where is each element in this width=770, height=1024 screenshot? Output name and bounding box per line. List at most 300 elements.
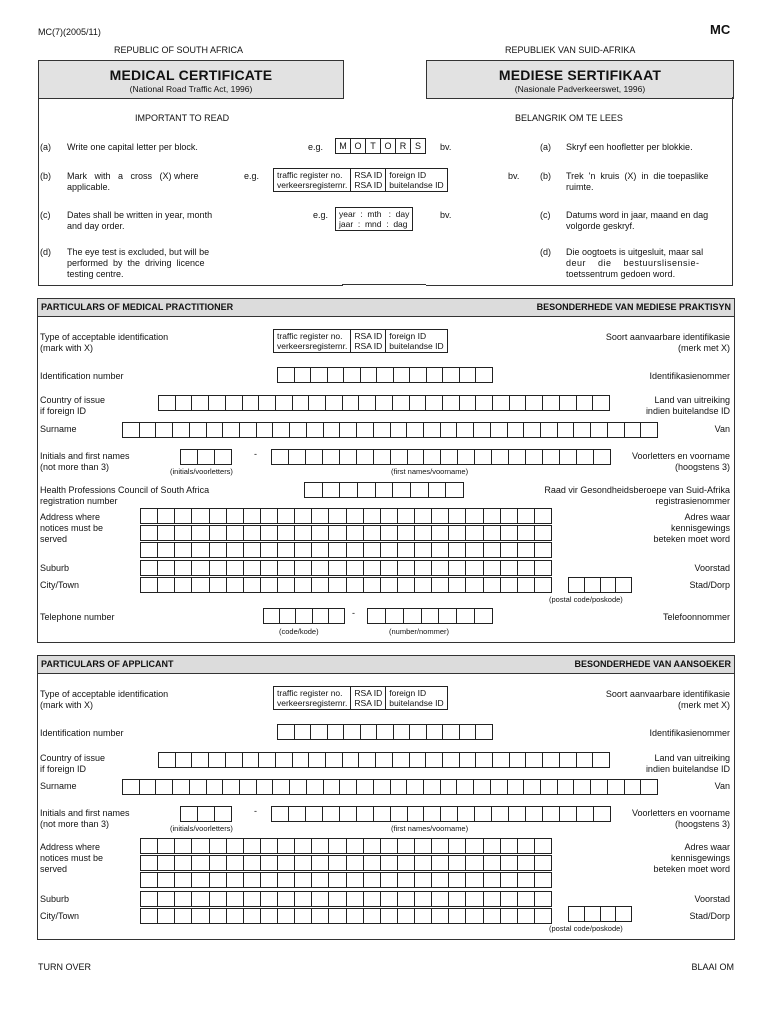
character-cell[interactable] — [518, 561, 535, 575]
character-cell[interactable] — [159, 753, 176, 767]
character-cell[interactable] — [398, 839, 415, 853]
character-cell[interactable] — [175, 526, 192, 540]
character-cell[interactable] — [484, 578, 501, 592]
character-cell[interactable] — [326, 396, 343, 410]
character-cell[interactable] — [381, 509, 398, 523]
character-cell[interactable] — [476, 368, 493, 382]
character-cell[interactable] — [476, 753, 493, 767]
character-cell[interactable] — [278, 909, 295, 923]
character-cell[interactable] — [410, 396, 427, 410]
character-cell[interactable] — [305, 483, 323, 497]
character-cell[interactable] — [394, 368, 411, 382]
character-cell[interactable] — [295, 909, 312, 923]
character-cell[interactable] — [524, 780, 541, 794]
character-cell[interactable] — [158, 509, 175, 523]
character-cell[interactable] — [347, 873, 364, 887]
character-cell[interactable] — [381, 892, 398, 906]
character-cell[interactable] — [415, 839, 432, 853]
character-cell[interactable] — [272, 807, 289, 821]
character-cell[interactable] — [192, 561, 209, 575]
character-cell[interactable] — [641, 423, 658, 437]
character-cell[interactable] — [215, 450, 232, 464]
character-cell[interactable] — [558, 780, 575, 794]
character-cell[interactable] — [441, 423, 458, 437]
character-cell[interactable] — [475, 807, 492, 821]
character-cell[interactable] — [329, 892, 346, 906]
character-cell[interactable] — [326, 753, 343, 767]
character-cell[interactable] — [432, 543, 449, 557]
character-cell[interactable] — [558, 423, 575, 437]
character-cell[interactable] — [424, 450, 441, 464]
character-cell[interactable] — [535, 578, 552, 592]
character-cell[interactable] — [601, 578, 617, 592]
character-cell[interactable] — [278, 873, 295, 887]
character-cell[interactable] — [493, 396, 510, 410]
character-cell[interactable] — [591, 423, 608, 437]
character-cell[interactable] — [474, 423, 491, 437]
character-cell[interactable] — [209, 753, 226, 767]
character-cell[interactable] — [158, 526, 175, 540]
character-cell[interactable] — [328, 725, 345, 739]
app-postal-input[interactable] — [568, 906, 632, 922]
character-cell[interactable] — [141, 561, 158, 575]
character-cell[interactable] — [510, 753, 527, 767]
app-id-traffic-option[interactable] — [274, 687, 351, 709]
character-cell[interactable] — [227, 509, 244, 523]
character-cell[interactable] — [141, 578, 158, 592]
character-cell[interactable] — [543, 753, 560, 767]
character-cell[interactable] — [312, 909, 329, 923]
character-cell[interactable] — [560, 753, 577, 767]
character-cell[interactable] — [192, 909, 209, 923]
character-cell[interactable] — [329, 856, 346, 870]
character-cell[interactable] — [192, 396, 209, 410]
character-cell[interactable] — [616, 578, 632, 592]
character-cell[interactable] — [374, 423, 391, 437]
character-cell[interactable] — [227, 543, 244, 557]
character-cell[interactable] — [190, 423, 207, 437]
character-cell[interactable] — [364, 578, 381, 592]
character-cell[interactable] — [574, 780, 591, 794]
character-cell[interactable] — [466, 561, 483, 575]
character-cell[interactable] — [227, 909, 244, 923]
character-cell[interactable] — [340, 780, 357, 794]
character-cell[interactable] — [313, 609, 329, 623]
character-cell[interactable] — [381, 561, 398, 575]
character-cell[interactable] — [427, 368, 444, 382]
app-firstnames-input[interactable] — [271, 806, 611, 822]
character-cell[interactable] — [347, 526, 364, 540]
character-cell[interactable] — [210, 909, 227, 923]
character-cell[interactable] — [543, 807, 560, 821]
prac-initials-input[interactable] — [180, 449, 232, 465]
character-cell[interactable] — [460, 396, 477, 410]
character-cell[interactable] — [501, 873, 518, 887]
character-cell[interactable] — [141, 909, 158, 923]
character-cell[interactable] — [347, 839, 364, 853]
character-cell[interactable] — [347, 543, 364, 557]
character-cell[interactable] — [290, 780, 307, 794]
character-cell[interactable] — [466, 509, 483, 523]
character-cell[interactable] — [272, 450, 289, 464]
character-cell[interactable] — [328, 368, 345, 382]
character-cell[interactable] — [526, 450, 543, 464]
character-cell[interactable] — [535, 909, 552, 923]
character-cell[interactable] — [244, 509, 261, 523]
prac-suburb-input[interactable] — [140, 560, 552, 576]
character-cell[interactable] — [259, 396, 276, 410]
character-cell[interactable] — [535, 839, 552, 853]
character-cell[interactable] — [364, 509, 381, 523]
character-cell[interactable] — [424, 423, 441, 437]
character-cell[interactable] — [569, 578, 585, 592]
character-cell[interactable] — [364, 543, 381, 557]
character-cell[interactable] — [278, 543, 295, 557]
character-cell[interactable] — [278, 509, 295, 523]
character-cell[interactable] — [175, 543, 192, 557]
character-cell[interactable] — [244, 526, 261, 540]
character-cell[interactable] — [457, 780, 474, 794]
character-cell[interactable] — [475, 450, 492, 464]
character-cell[interactable] — [175, 856, 192, 870]
character-cell[interactable] — [616, 907, 632, 921]
character-cell[interactable] — [261, 526, 278, 540]
character-cell[interactable] — [426, 396, 443, 410]
character-cell[interactable] — [443, 368, 460, 382]
character-cell[interactable] — [484, 526, 501, 540]
character-cell[interactable] — [264, 609, 280, 623]
character-cell[interactable] — [192, 753, 209, 767]
character-cell[interactable] — [278, 892, 295, 906]
prac-address-line-3[interactable] — [140, 542, 552, 558]
character-cell[interactable] — [593, 753, 610, 767]
app-address-line-2[interactable] — [140, 855, 552, 871]
character-cell[interactable] — [192, 839, 209, 853]
character-cell[interactable] — [329, 509, 346, 523]
character-cell[interactable] — [535, 543, 552, 557]
character-cell[interactable] — [424, 807, 441, 821]
character-cell[interactable] — [364, 873, 381, 887]
character-cell[interactable] — [466, 873, 483, 887]
character-cell[interactable] — [181, 807, 198, 821]
character-cell[interactable] — [476, 396, 493, 410]
character-cell[interactable] — [192, 873, 209, 887]
character-cell[interactable] — [141, 509, 158, 523]
character-cell[interactable] — [501, 892, 518, 906]
character-cell[interactable] — [278, 578, 295, 592]
character-cell[interactable] — [484, 873, 501, 887]
character-cell[interactable] — [278, 856, 295, 870]
character-cell[interactable] — [312, 543, 329, 557]
character-cell[interactable] — [449, 856, 466, 870]
character-cell[interactable] — [175, 873, 192, 887]
character-cell[interactable] — [476, 725, 493, 739]
prac-id-rsa-option[interactable] — [351, 330, 386, 352]
character-cell[interactable] — [175, 909, 192, 923]
character-cell[interactable] — [475, 609, 493, 623]
character-cell[interactable] — [198, 807, 215, 821]
character-cell[interactable] — [457, 423, 474, 437]
character-cell[interactable] — [181, 450, 198, 464]
character-cell[interactable] — [404, 609, 422, 623]
character-cell[interactable] — [415, 873, 432, 887]
character-cell[interactable] — [449, 873, 466, 887]
character-cell[interactable] — [312, 526, 329, 540]
character-cell[interactable] — [343, 753, 360, 767]
character-cell[interactable] — [257, 780, 274, 794]
character-cell[interactable] — [466, 578, 483, 592]
character-cell[interactable] — [466, 909, 483, 923]
character-cell[interactable] — [491, 423, 508, 437]
character-cell[interactable] — [398, 873, 415, 887]
character-cell[interactable] — [393, 753, 410, 767]
character-cell[interactable] — [608, 423, 625, 437]
character-cell[interactable] — [484, 543, 501, 557]
character-cell[interactable] — [484, 856, 501, 870]
character-cell[interactable] — [460, 753, 477, 767]
character-cell[interactable] — [374, 450, 391, 464]
character-cell[interactable] — [361, 368, 378, 382]
character-cell[interactable] — [340, 423, 357, 437]
character-cell[interactable] — [377, 725, 394, 739]
character-cell[interactable] — [484, 509, 501, 523]
character-cell[interactable] — [223, 423, 240, 437]
character-cell[interactable] — [501, 856, 518, 870]
character-cell[interactable] — [329, 873, 346, 887]
character-cell[interactable] — [261, 892, 278, 906]
character-cell[interactable] — [293, 753, 310, 767]
character-cell[interactable] — [594, 450, 611, 464]
character-cell[interactable] — [508, 780, 525, 794]
character-cell[interactable] — [524, 423, 541, 437]
prac-tel-code-input[interactable] — [263, 608, 345, 624]
character-cell[interactable] — [501, 909, 518, 923]
character-cell[interactable] — [441, 450, 458, 464]
character-cell[interactable] — [176, 396, 193, 410]
character-cell[interactable] — [509, 807, 526, 821]
character-cell[interactable] — [295, 526, 312, 540]
character-cell[interactable] — [577, 396, 594, 410]
character-cell[interactable] — [593, 396, 610, 410]
character-cell[interactable] — [410, 368, 427, 382]
character-cell[interactable] — [535, 856, 552, 870]
character-cell[interactable] — [323, 483, 341, 497]
character-cell[interactable] — [535, 873, 552, 887]
prac-id-type-selector[interactable] — [273, 329, 448, 353]
character-cell[interactable] — [141, 892, 158, 906]
character-cell[interactable] — [347, 909, 364, 923]
character-cell[interactable] — [329, 909, 346, 923]
character-cell[interactable] — [577, 807, 594, 821]
character-cell[interactable] — [398, 909, 415, 923]
character-cell[interactable] — [541, 423, 558, 437]
character-cell[interactable] — [175, 561, 192, 575]
character-cell[interactable] — [312, 873, 329, 887]
character-cell[interactable] — [410, 725, 427, 739]
character-cell[interactable] — [141, 856, 158, 870]
character-cell[interactable] — [309, 753, 326, 767]
character-cell[interactable] — [474, 780, 491, 794]
character-cell[interactable] — [641, 780, 658, 794]
character-cell[interactable] — [432, 909, 449, 923]
character-cell[interactable] — [123, 423, 140, 437]
character-cell[interactable] — [432, 856, 449, 870]
character-cell[interactable] — [210, 839, 227, 853]
character-cell[interactable] — [324, 780, 341, 794]
character-cell[interactable] — [312, 856, 329, 870]
character-cell[interactable] — [357, 423, 374, 437]
character-cell[interactable] — [244, 839, 261, 853]
character-cell[interactable] — [257, 423, 274, 437]
character-cell[interactable] — [415, 526, 432, 540]
character-cell[interactable] — [466, 526, 483, 540]
character-cell[interactable] — [381, 873, 398, 887]
character-cell[interactable] — [364, 856, 381, 870]
character-cell[interactable] — [227, 578, 244, 592]
character-cell[interactable] — [340, 450, 357, 464]
character-cell[interactable] — [192, 509, 209, 523]
character-cell[interactable] — [415, 543, 432, 557]
character-cell[interactable] — [381, 856, 398, 870]
character-cell[interactable] — [518, 509, 535, 523]
character-cell[interactable] — [501, 509, 518, 523]
character-cell[interactable] — [393, 396, 410, 410]
character-cell[interactable] — [343, 396, 360, 410]
character-cell[interactable] — [329, 839, 346, 853]
character-cell[interactable] — [374, 780, 391, 794]
character-cell[interactable] — [364, 561, 381, 575]
character-cell[interactable] — [484, 561, 501, 575]
character-cell[interactable] — [295, 368, 312, 382]
character-cell[interactable] — [261, 873, 278, 887]
prac-id-foreign-option[interactable] — [386, 330, 446, 352]
character-cell[interactable] — [493, 753, 510, 767]
character-cell[interactable] — [141, 839, 158, 853]
character-cell[interactable] — [398, 543, 415, 557]
character-cell[interactable] — [295, 578, 312, 592]
character-cell[interactable] — [173, 780, 190, 794]
character-cell[interactable] — [526, 753, 543, 767]
character-cell[interactable] — [244, 892, 261, 906]
character-cell[interactable] — [223, 780, 240, 794]
character-cell[interactable] — [526, 807, 543, 821]
character-cell[interactable] — [192, 526, 209, 540]
character-cell[interactable] — [543, 396, 560, 410]
character-cell[interactable] — [508, 423, 525, 437]
character-cell[interactable] — [141, 543, 158, 557]
character-cell[interactable] — [261, 543, 278, 557]
character-cell[interactable] — [391, 423, 408, 437]
character-cell[interactable] — [364, 909, 381, 923]
app-id-type-selector[interactable] — [273, 686, 448, 710]
character-cell[interactable] — [608, 780, 625, 794]
character-cell[interactable] — [357, 780, 374, 794]
character-cell[interactable] — [329, 526, 346, 540]
character-cell[interactable] — [210, 526, 227, 540]
character-cell[interactable] — [501, 839, 518, 853]
character-cell[interactable] — [323, 807, 340, 821]
character-cell[interactable] — [340, 807, 357, 821]
character-cell[interactable] — [408, 450, 425, 464]
character-cell[interactable] — [501, 543, 518, 557]
character-cell[interactable] — [377, 368, 394, 382]
character-cell[interactable] — [394, 725, 411, 739]
app-id-rsa-option[interactable] — [351, 687, 386, 709]
prac-tel-number-input[interactable] — [367, 608, 493, 624]
character-cell[interactable] — [432, 509, 449, 523]
character-cell[interactable] — [158, 839, 175, 853]
character-cell[interactable] — [415, 892, 432, 906]
character-cell[interactable] — [347, 509, 364, 523]
character-cell[interactable] — [295, 725, 312, 739]
character-cell[interactable] — [227, 892, 244, 906]
character-cell[interactable] — [410, 753, 427, 767]
character-cell[interactable] — [458, 450, 475, 464]
character-cell[interactable] — [210, 856, 227, 870]
character-cell[interactable] — [359, 396, 376, 410]
character-cell[interactable] — [175, 578, 192, 592]
character-cell[interactable] — [381, 909, 398, 923]
character-cell[interactable] — [398, 892, 415, 906]
character-cell[interactable] — [312, 892, 329, 906]
character-cell[interactable] — [244, 578, 261, 592]
character-cell[interactable] — [585, 578, 601, 592]
character-cell[interactable] — [312, 839, 329, 853]
character-cell[interactable] — [259, 753, 276, 767]
character-cell[interactable] — [175, 509, 192, 523]
character-cell[interactable] — [227, 526, 244, 540]
character-cell[interactable] — [158, 892, 175, 906]
character-cell[interactable] — [386, 609, 404, 623]
character-cell[interactable] — [518, 578, 535, 592]
character-cell[interactable] — [312, 578, 329, 592]
character-cell[interactable] — [574, 423, 591, 437]
character-cell[interactable] — [415, 509, 432, 523]
character-cell[interactable] — [295, 543, 312, 557]
character-cell[interactable] — [309, 396, 326, 410]
character-cell[interactable] — [449, 509, 466, 523]
character-cell[interactable] — [368, 609, 386, 623]
character-cell[interactable] — [156, 423, 173, 437]
character-cell[interactable] — [329, 578, 346, 592]
character-cell[interactable] — [432, 561, 449, 575]
character-cell[interactable] — [510, 396, 527, 410]
character-cell[interactable] — [158, 873, 175, 887]
character-cell[interactable] — [158, 909, 175, 923]
character-cell[interactable] — [312, 561, 329, 575]
character-cell[interactable] — [424, 780, 441, 794]
character-cell[interactable] — [359, 753, 376, 767]
character-cell[interactable] — [261, 839, 278, 853]
character-cell[interactable] — [594, 807, 611, 821]
character-cell[interactable] — [278, 368, 295, 382]
character-cell[interactable] — [441, 807, 458, 821]
character-cell[interactable] — [226, 753, 243, 767]
character-cell[interactable] — [307, 423, 324, 437]
character-cell[interactable] — [192, 578, 209, 592]
character-cell[interactable] — [295, 892, 312, 906]
character-cell[interactable] — [207, 423, 224, 437]
character-cell[interactable] — [501, 526, 518, 540]
character-cell[interactable] — [466, 856, 483, 870]
character-cell[interactable] — [443, 725, 460, 739]
character-cell[interactable] — [276, 753, 293, 767]
character-cell[interactable] — [443, 753, 460, 767]
prac-hpcsa-input[interactable] — [304, 482, 464, 498]
character-cell[interactable] — [358, 483, 376, 497]
character-cell[interactable] — [449, 909, 466, 923]
character-cell[interactable] — [329, 543, 346, 557]
